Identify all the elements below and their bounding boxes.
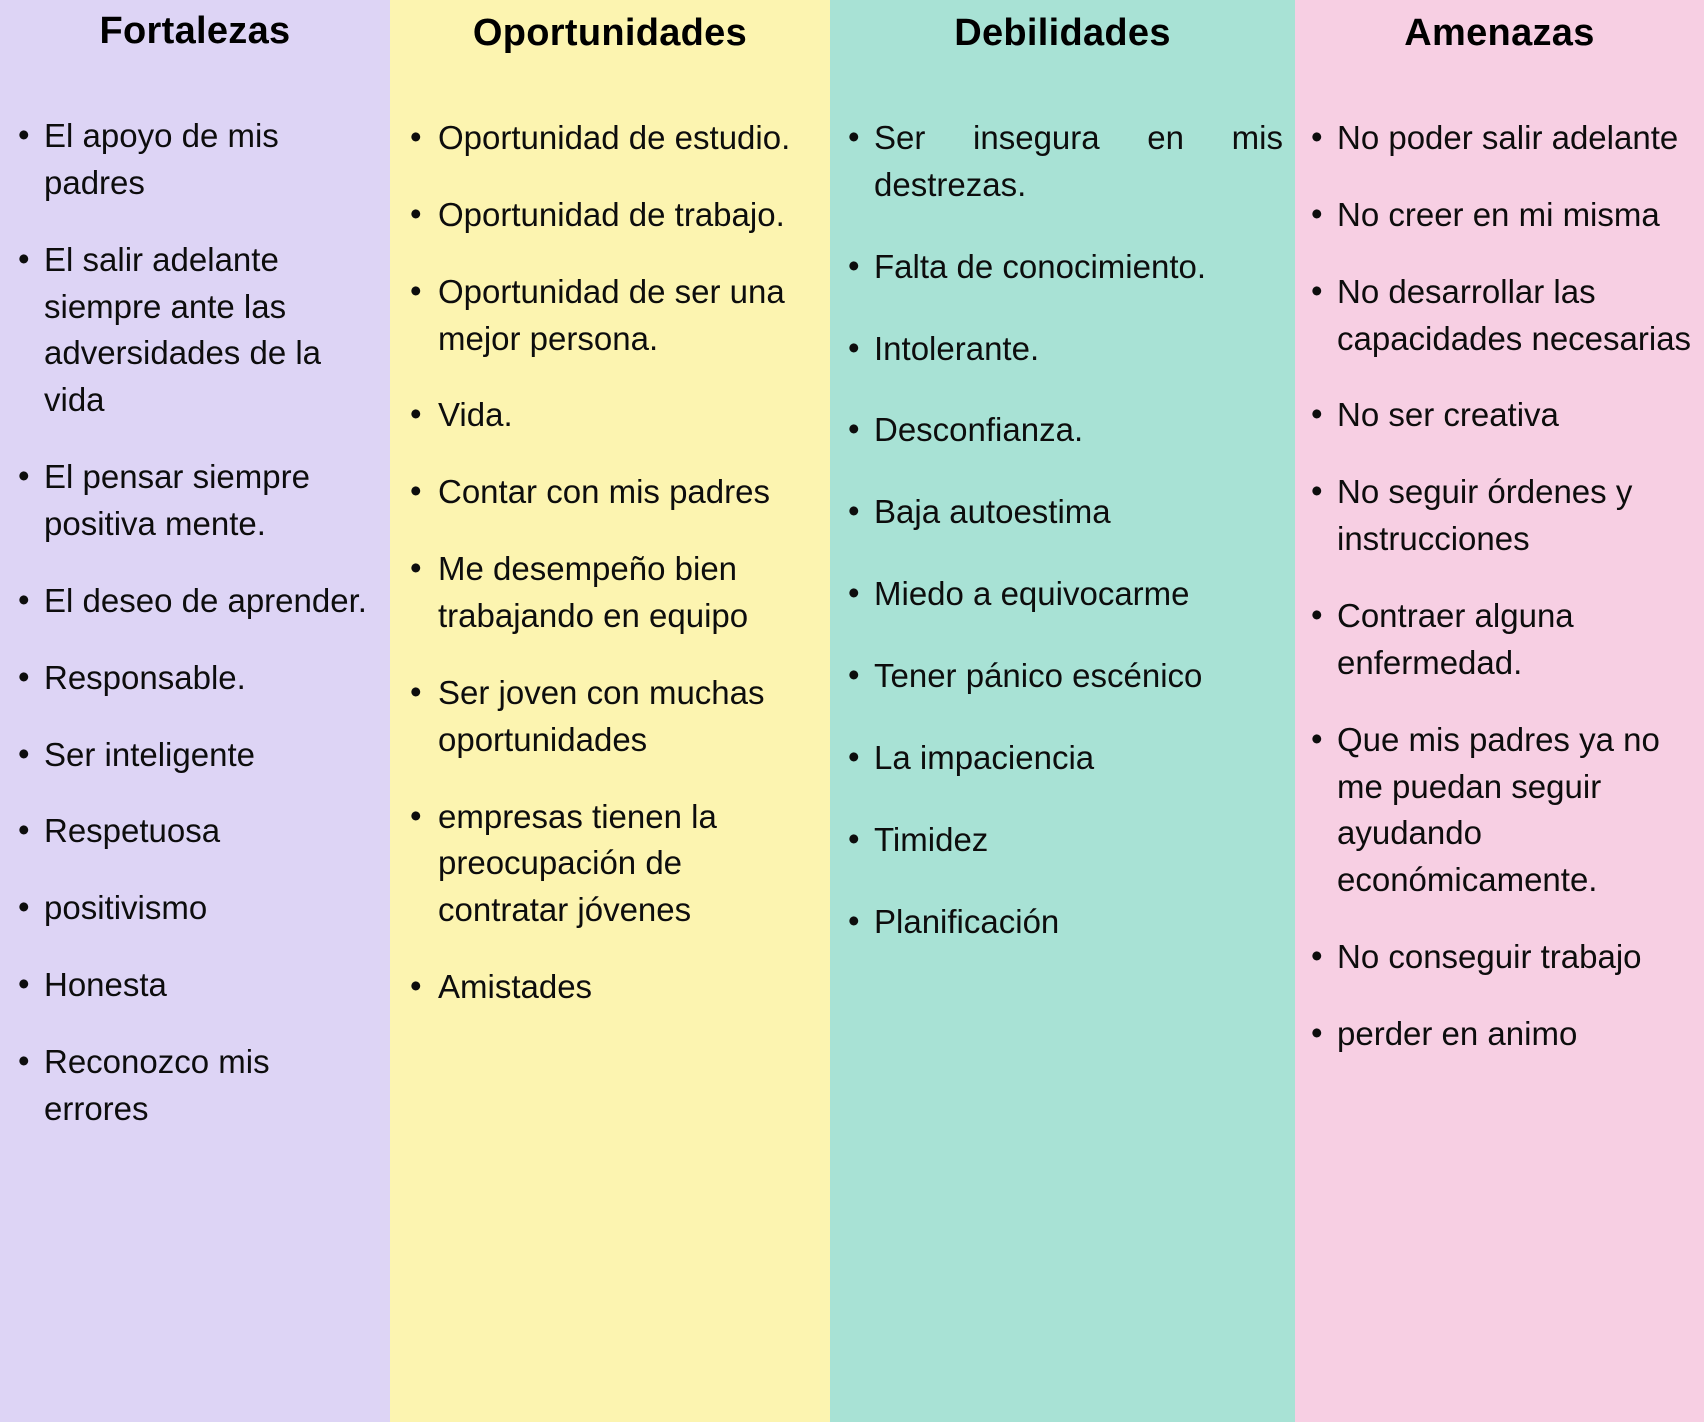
list-item: • No creer en mi misma (1305, 192, 1692, 239)
list-item: • No poder salir adelante (1305, 115, 1692, 162)
list-item: • Intolerante. (840, 326, 1283, 373)
list-item: • Vida. (400, 392, 818, 439)
list-item: • Baja autoestima (840, 489, 1283, 536)
list-item: • No desarrollar las capacidades necesarias (1305, 269, 1692, 363)
list-item: • Ser joven con muchas oportunidades (400, 670, 818, 764)
item-list-amenazas (1295, 115, 1704, 1058)
list-item: • La impaciencia (840, 735, 1283, 782)
list-item: • Que mis padres ya no me puedan seguir ayudando económicamente. (1305, 717, 1692, 904)
item-list-fortalezas (0, 113, 390, 1133)
column-title-fortalezas: Fortalezas (99, 10, 291, 52)
list-item: • Ser insegura en mis destrezas. (840, 115, 1283, 209)
list-item: • Ser inteligente (10, 732, 378, 779)
list-item: • Falta de conocimiento. (840, 244, 1283, 291)
swot-column-debilidades (830, 0, 1295, 1422)
column-title-amenazas: Amenazas (1404, 12, 1595, 54)
item-list-debilidades (830, 115, 1295, 945)
list-item: • Me desempeño bien trabajando en equipo (400, 546, 818, 640)
swot-column-fortalezas (0, 0, 390, 1422)
swot-column-oportunidades (390, 0, 830, 1422)
item-list-oportunidades (390, 115, 830, 1011)
list-item: • Tener pánico escénico (840, 653, 1283, 700)
list-item: • Amistades (400, 964, 818, 1011)
list-item: • positivismo (10, 885, 378, 932)
list-item: • Planificación (840, 899, 1283, 946)
list-item: • Oportunidad de ser una mejor persona. (400, 269, 818, 363)
column-title-debilidades: Debilidades (954, 12, 1171, 54)
list-item: • Desconfianza. (840, 407, 1283, 454)
list-item: • El deseo de aprender. (10, 578, 378, 625)
list-item: • Contar con mis padres (400, 469, 818, 516)
list-item: • El salir adelante siempre ante las adversidades de la vida (10, 237, 378, 424)
list-item: • perder en animo (1305, 1011, 1692, 1058)
list-item: • Oportunidad de estudio. (400, 115, 818, 162)
list-item: • Oportunidad de trabajo. (400, 192, 818, 239)
swot-column-amenazas (1295, 0, 1704, 1422)
list-item: • Respetuosa (10, 808, 378, 855)
list-item: • El apoyo de mis padres (10, 113, 378, 207)
list-item: • No ser creativa (1305, 392, 1692, 439)
list-item: • No seguir órdenes y instrucciones (1305, 469, 1692, 563)
list-item: • El pensar siempre positiva mente. (10, 454, 378, 548)
list-item: • Honesta (10, 962, 378, 1009)
column-title-oportunidades: Oportunidades (472, 12, 748, 54)
list-item: • Responsable. (10, 655, 378, 702)
list-item: • Miedo a equivocarme (840, 571, 1283, 618)
list-item: • Reconozco mis errores (10, 1039, 378, 1133)
list-item: • No conseguir trabajo (1305, 934, 1692, 981)
list-item: • Timidez (840, 817, 1283, 864)
list-item: • Contraer alguna enfermedad. (1305, 593, 1692, 687)
list-item: • empresas tienen la preocupación de contratar jóvenes (400, 794, 818, 935)
